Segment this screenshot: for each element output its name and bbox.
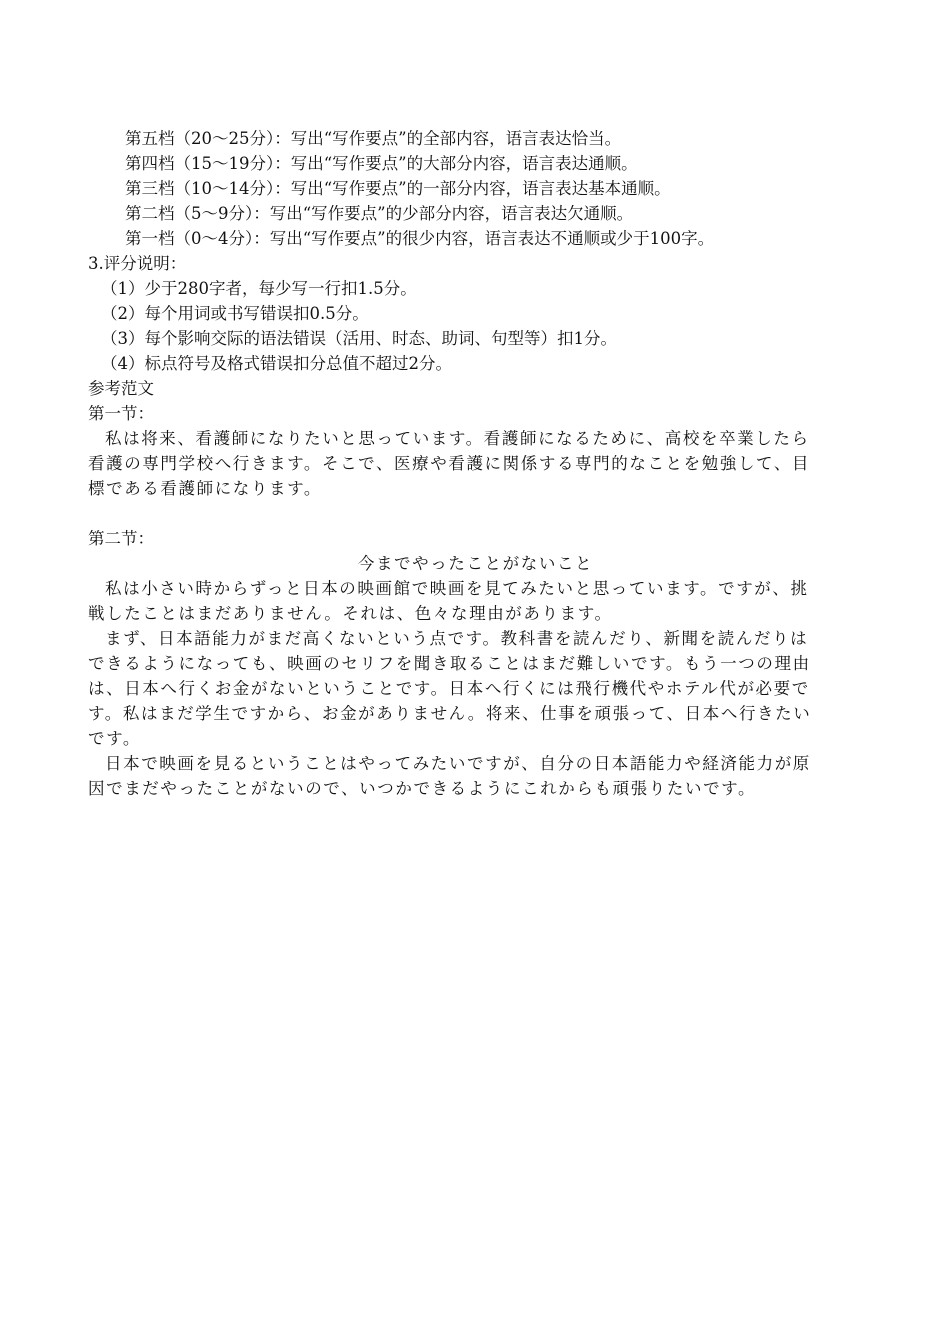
section1-line-2: 看護の専門学校へ行きます。そこで、医療や看護に関係する専門的なことを勉強して、目 bbox=[88, 454, 811, 473]
section2-label: 第二节： bbox=[88, 529, 154, 548]
grade-line-5: 第五档（20～25分）：写出“写作要点”的全部内容，语言表达恰当。 bbox=[125, 129, 622, 148]
reference-heading: 参考范文 bbox=[88, 379, 154, 398]
scoring-item-4: （4）标点符号及格式错误扣分总值不超过2分。 bbox=[101, 354, 452, 373]
grade-line-3: 第三档（10～14分）：写出“写作要点”的一部分内容，语言表达基本通顺。 bbox=[125, 179, 671, 198]
section2-title: 今までやったことがないこと bbox=[357, 554, 594, 573]
section2-line-4: できるようになっても、映画のセリフを聞き取ることはまだ難しいです。もう一つの理由 bbox=[88, 654, 811, 673]
grade-line-4: 第四档（15～19分）：写出“写作要点”的大部分内容，语言表达通顺。 bbox=[125, 154, 638, 173]
section2-line-8: 日本で映画を見るということはやってみたいですが、自分の日本語能力や経済能力が原 bbox=[105, 754, 811, 773]
scoring-item-1: （1）少于280字者，每少写一行扣1.5分。 bbox=[101, 279, 417, 298]
scoring-item-3: （3）每个影响交际的语法错误（活用、时态、助词、句型等）扣1分。 bbox=[101, 329, 617, 348]
grade-line-2: 第二档（5～9分）：写出“写作要点”的少部分内容，语言表达欠通顺。 bbox=[125, 204, 634, 223]
section2-line-1: 私は小さい時からずっと日本の映画館で映画を見てみたいと思っています。ですが、挑 bbox=[105, 579, 809, 598]
section1-line-3: 標である看護師になります。 bbox=[88, 479, 322, 498]
section1-label: 第一节： bbox=[88, 404, 154, 423]
grade-line-1: 第一档（0～4分）：写出“写作要点”的很少内容，语言表达不通顺或少于100字。 bbox=[125, 229, 715, 248]
section2-line-2: 戦したことはまだありません。それは、色々な理由があります。 bbox=[88, 604, 613, 623]
scoring-item-2: （2）每个用词或书写错误扣0.5分。 bbox=[101, 304, 369, 323]
section2-line-9: 因でまだやったことがないので、いつかできるようにこれからも頑張りたいです。 bbox=[88, 779, 757, 798]
section2-line-7: です。 bbox=[88, 729, 141, 748]
section2-line-3: まず、日本語能力がまだ高くないという点です。教科書を読んだり、新聞を読んだりは bbox=[105, 629, 809, 648]
section1-line-1: 私は将来、看護師になりたいと思っています。看護師になるために、高校を卒業したら bbox=[105, 429, 810, 448]
section2-line-5: は、日本へ行くお金がないということです。日本へ行くには飛行機代やホテル代が必要で bbox=[88, 679, 810, 698]
scoring-heading: 3.评分说明： bbox=[88, 254, 187, 273]
section2-line-6: す。私はまだ学生ですから、お金がありません。将来、仕事を頑張って、日本へ行きたい bbox=[88, 704, 812, 723]
